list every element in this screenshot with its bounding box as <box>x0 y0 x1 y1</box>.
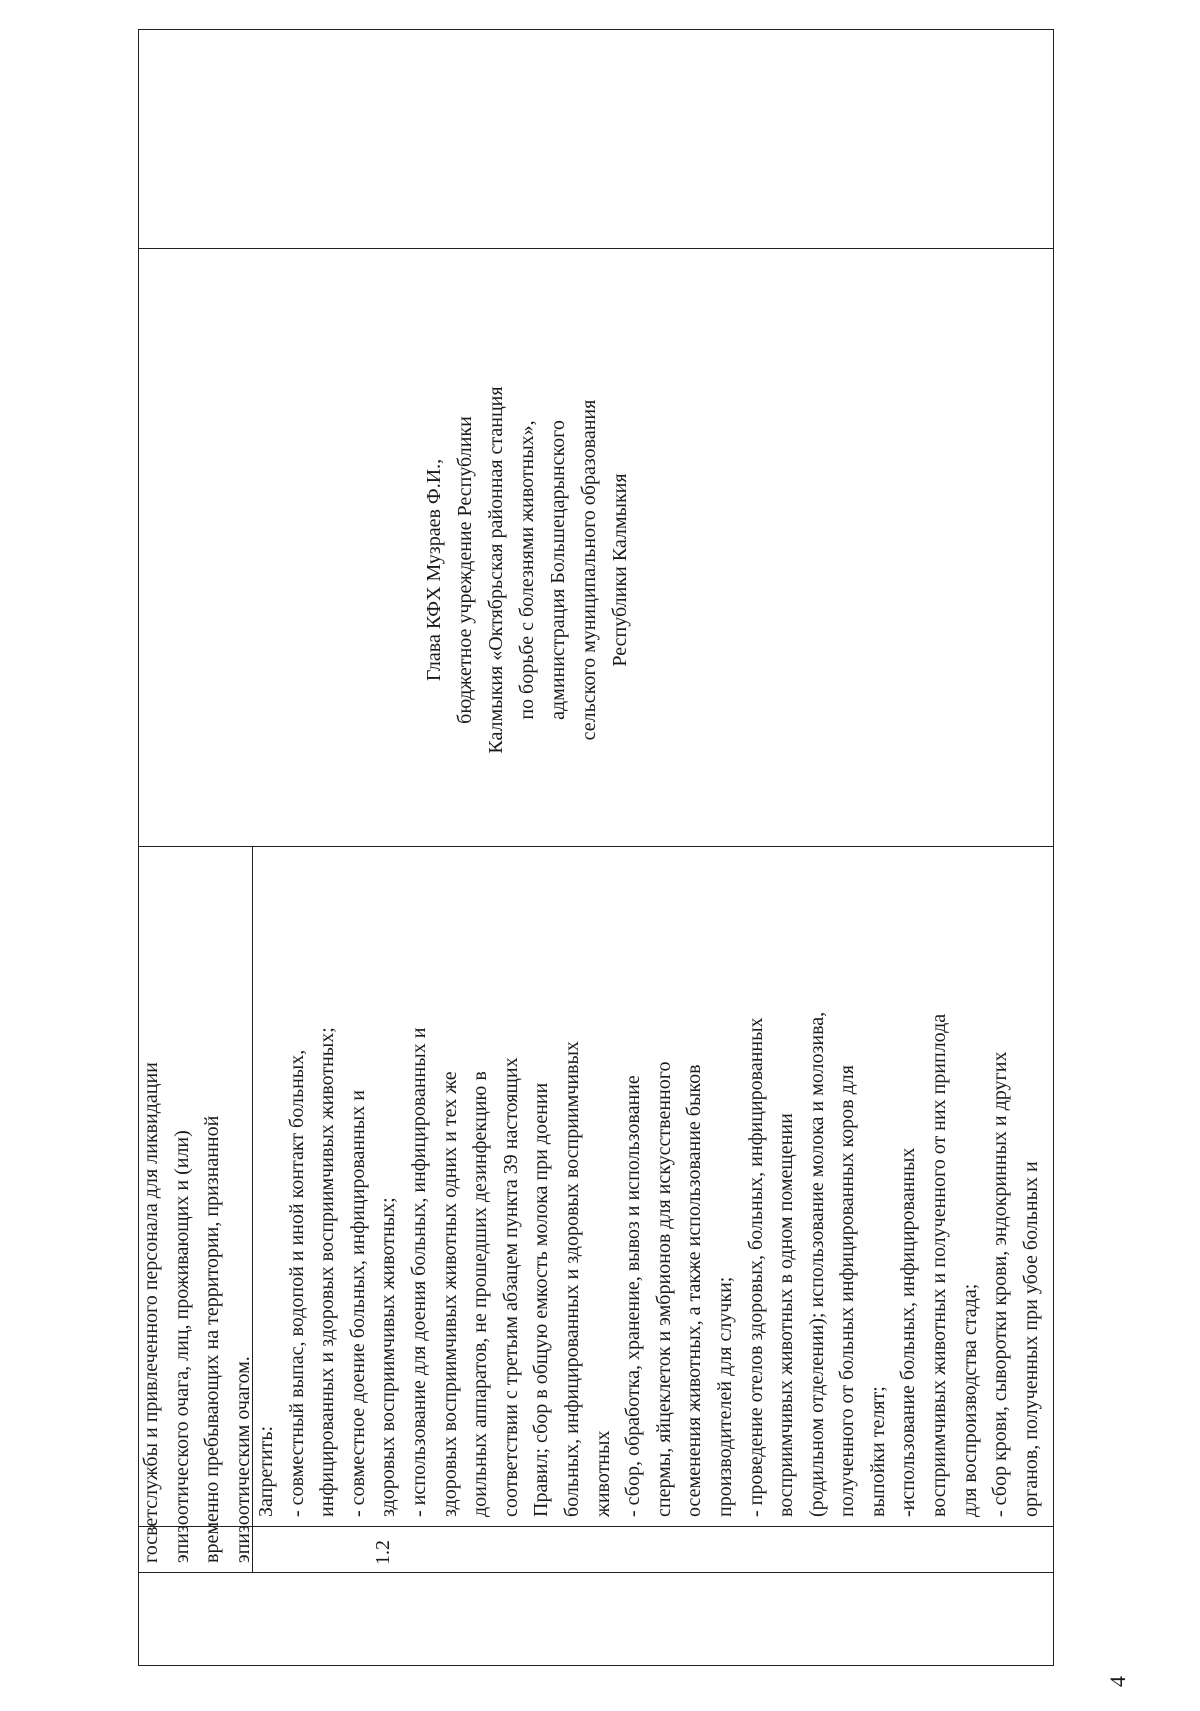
measure-line: эпизоотическим очагом. <box>231 1356 254 1563</box>
measure-line: инфицированных и здоровых восприимчивых животных; <box>316 1027 339 1517</box>
measure-line: - проведение отелов здоровых, больных, инфицированных <box>744 1017 767 1517</box>
measure-line: Запретить: <box>255 1425 277 1517</box>
measure-line: спермы, яйцеклеток и эмбрионов для искусственного <box>652 1061 675 1517</box>
measure-line: восприимчивых животных и полученного от них приплода <box>928 1013 951 1517</box>
measure-line: - сбор крови, сыворотки крови, эндокринных и других <box>989 1051 1012 1517</box>
measure-line: для воспроизводства стада; <box>958 1283 981 1517</box>
responsible-line: Калмыкия «Октябрьская районная станция <box>485 386 507 754</box>
measure-line: - сбор, обработка, хранение, вывоз и использование <box>622 1075 645 1517</box>
measures-table <box>138 29 1054 1666</box>
measure-line: восприимчивых животных в одном помещении <box>775 1113 798 1517</box>
measure-line: - использование для доения больных, инфицированных и <box>407 1027 430 1517</box>
measure-line: - совместный выпас, водопой и иной контакт больных, <box>285 1049 308 1517</box>
measure-line: эпизоотического очага, лиц, проживающих и (или) <box>170 1130 193 1563</box>
column-divider-deadline <box>139 846 1053 847</box>
responsible-cell <box>419 305 636 835</box>
responsible-line: администрация Большецарынского <box>547 420 569 720</box>
measure-line: госветслужбы и привлеченного персонала для ликвидации <box>140 1062 162 1563</box>
row-number: 1.2 <box>372 1540 394 1565</box>
measure-line: выпойки телят; <box>866 1386 889 1517</box>
responsible-line: сельского муниципального образования <box>578 399 600 741</box>
measure-line: (родильном отделении); использование молока и молозива, <box>805 1011 828 1517</box>
measure-line: доильных аппаратов, не прошедших дезинфекцию в <box>469 1071 492 1517</box>
measure-line: здоровых восприимчивых животных; <box>377 1197 400 1517</box>
measure-line: соответствии с третьим абзацем пункта 39 настоящих <box>499 1057 522 1517</box>
measure-line: Правил; сбор в общую емкость молока при доении <box>530 1082 553 1517</box>
measure-line: производителей для случки; <box>713 1276 736 1517</box>
measure-line: полученного от больных инфицированных коров для <box>836 1065 859 1517</box>
page-number: 4 <box>1105 1676 1130 1687</box>
measure-line: больных, инфицированных и здоровых восприимчивых <box>560 1041 583 1517</box>
responsible-line: Республики Калмыкия <box>609 473 631 667</box>
measure-line: органов, полученных при убое больных и <box>1019 1161 1042 1517</box>
measure-line: здоровых восприимчивых животных одних и тех же <box>438 1071 461 1517</box>
measure-line: временно пребывающих на территории, признанной <box>201 1115 224 1563</box>
measure-line: животных <box>591 1430 614 1517</box>
responsible-line: по борьбе с болезнями животных», <box>516 420 538 720</box>
measure-line: -использование больных, инфицированных <box>897 1147 920 1517</box>
column-divider-responsible <box>139 248 1053 249</box>
measure-line: - совместное доение больных, инфицированных и <box>346 1090 369 1517</box>
continued-measure-cell <box>136 857 258 1563</box>
measure-cell-1-2 <box>251 857 1046 1517</box>
responsible-line: бюджетное учреждение Республики <box>454 416 476 724</box>
measure-line: осеменения животных, а также использование быков <box>683 1064 706 1517</box>
responsible-line: Глава КФХ Музраев Ф.И., <box>423 458 445 682</box>
row-number-column <box>252 1527 1052 1573</box>
